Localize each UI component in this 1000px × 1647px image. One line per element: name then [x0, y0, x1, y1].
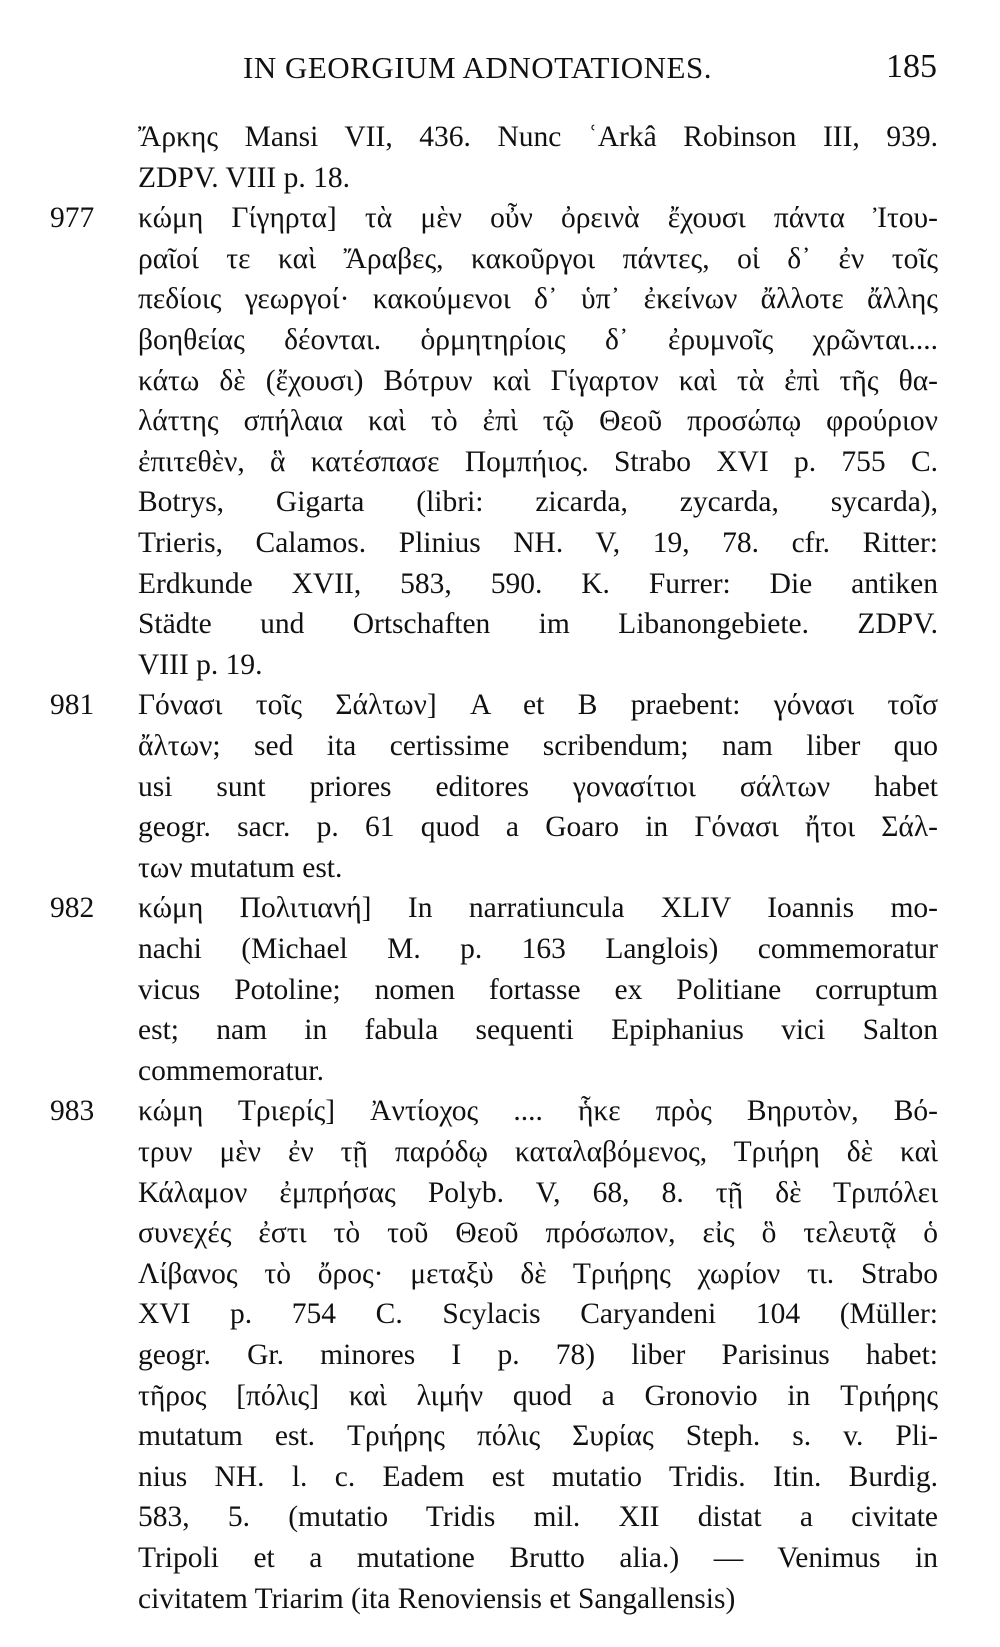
text-line: est; nam in fabula sequenti Epiphanius vici Salton — [138, 1014, 938, 1047]
text-line: τρυν μὲν ἐν τῇ παρόδῳ καταλαβόμενος, Τριήρη δὲ καὶ — [138, 1136, 938, 1168]
text-line: Städte und Ortschaften im Libanongebiete. ZDPV. — [138, 608, 938, 641]
text-line: XVI p. 754 C. Scylacis Caryandeni 104 (Müller: — [138, 1298, 938, 1331]
text-line: τῆρος [πόλις] καὶ λιμήν quod a Gronovio in Τριήρης — [138, 1379, 938, 1412]
text-line: Trieris, Calamos. Plinius NH. V, 19, 78. cfr. Ritter: — [138, 527, 938, 559]
text-line: βοηθείας δέονται. ὁρμητηρίοις δ᾽ ἐρυμνοῖς χρῶνται.... — [138, 324, 938, 356]
page-number: 185 — [886, 48, 937, 85]
text-line: ZDPV. VIII p. 18. — [138, 161, 350, 194]
text-line: usi sunt priores editores γονασίτιοι σάλτων habet — [138, 770, 938, 803]
entry-number: 983 — [50, 1095, 95, 1128]
entry-number: 982 — [50, 892, 95, 925]
text-line: nachi (Michael M. p. 163 Langlois) commemoratur — [138, 933, 938, 965]
text-line: commemoratur. — [138, 1054, 324, 1087]
text-line: 583, 5. (mutatio Tridis mil. XII distat a civitate — [138, 1501, 938, 1534]
text-line: Λίβανος τὸ ὄρος· μεταξὺ δὲ Τριήρης χωρίον τι. Strabo — [138, 1257, 938, 1290]
text-line: κώμη Γίγηρτα] τὰ μὲν οὖν ὀρεινὰ ἔχουσι πάντα Ἰτου- — [138, 202, 938, 235]
text-line: κώμη Τριερίς] Ἀντίοχος .... ἧκε πρὸς Βηρυτὸν, Βό- — [138, 1095, 938, 1128]
entry-number: 981 — [50, 689, 95, 722]
page-header — [125, 42, 937, 102]
text-line: ἄλτων; sed ita certissime scribendum; nam liber quo — [138, 730, 938, 762]
text-line: Erdkunde XVII, 583, 590. K. Furrer: Die antiken — [138, 567, 938, 600]
text-line: geogr. sacr. p. 61 quod a Goaro in Γόνασι ἤτοι Σάλ- — [138, 811, 938, 844]
text-line: συνεχές ἐστι τὸ τοῦ Θεοῦ πρόσωπον, εἰς ὃ τελευτᾷ ὁ — [138, 1217, 938, 1250]
running-title: IN GEORGIUM ADNOTATIONES. — [243, 50, 712, 85]
text-line: πεδίοις γεωργοί· κακούμενοι δ᾽ ὑπ᾽ ἐκείνων ἄλλοτε ἄλλης — [138, 283, 938, 316]
text-line: Botrys, Gigarta (libri: zicarda, zycarda, sycarda), — [138, 486, 938, 519]
text-line: vicus Potoline; nomen fortasse ex Politiane corruptum — [138, 973, 938, 1006]
text-line: Ἄρκης Mansi VII, 436. Nunc ʿArkâ Robinson III, 939. — [138, 121, 938, 153]
text-line: Κάλαμον ἐμπρήσας Polyb. V, 68, 8. τῇ δὲ Τριπόλει — [138, 1176, 938, 1209]
text-line: VIII p. 19. — [138, 648, 263, 681]
text-line: geogr. Gr. minores I p. 78) liber Parisinus habet: — [138, 1339, 938, 1371]
text-line: civitatem Triarim (ita Renoviensis et Sangallensis) — [138, 1582, 736, 1615]
text-line: λάττης σπήλαια καὶ τὸ ἐπὶ τῷ Θεοῦ προσώπῳ φρούριον — [138, 405, 938, 438]
text-line: των mutatum est. — [138, 851, 343, 884]
text-line: mutatum est. Τριήρης πόλις Συρίας Steph. s. v. Pli- — [138, 1420, 938, 1453]
text-line: ραῖοί τε καὶ Ἄραβες, κακοῦργοι πάντες, οἱ δ᾽ ἐν τοῖς — [138, 242, 938, 275]
entry-number: 977 — [50, 202, 95, 235]
text-line: Γόνασι τοῖς Σάλτων] A et B praebent: γόνασι τοῖσ — [138, 689, 938, 722]
text-line: κώμη Πολιτιανή] In narratiuncula XLIV Ioannis mo- — [138, 892, 938, 925]
text-line: κάτω δὲ (ἔχουσι) Βότρυν καὶ Γίγαρτον καὶ τὰ ἐπὶ τῆς θα- — [138, 364, 938, 397]
text-line: nius NH. l. c. Eadem est mutatio Tridis. Itin. Burdig. — [138, 1460, 938, 1493]
text-line: Tripoli et a mutatione Brutto alia.) — Venimus in — [138, 1542, 938, 1574]
text-line: ἐπιτεθὲν, ἃ κατέσπασε Πομπήιος. Strabo XVI p. 755 C. — [138, 445, 938, 478]
